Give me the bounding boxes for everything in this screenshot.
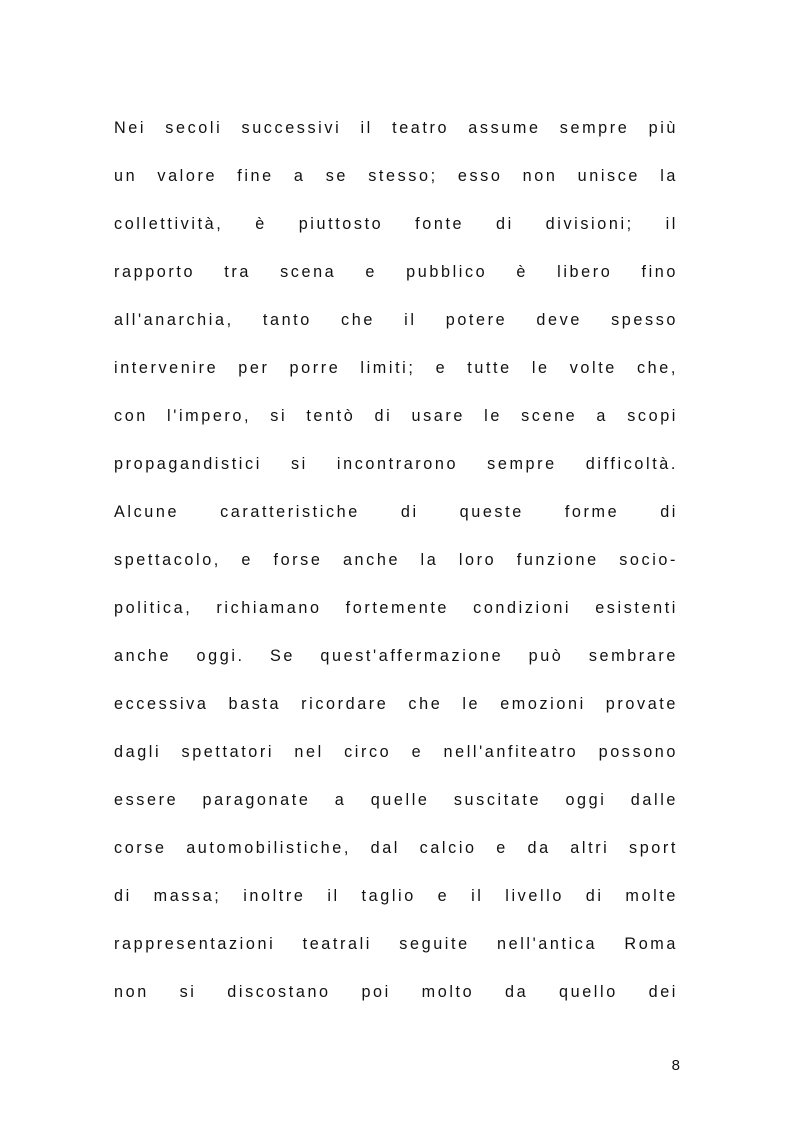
text-line: rappresentazioni teatrali seguite nell'antica Roma <box>114 935 678 953</box>
text-line: corse automobilistiche, dal calcio e da altri sport <box>114 839 678 857</box>
text-line: eccessiva basta ricordare che le emozioni provate <box>114 695 678 713</box>
text-line: anche oggi. Se quest'affermazione può sembrare <box>114 647 678 665</box>
text-line: collettività, è piuttosto fonte di divisioni; il <box>114 215 678 233</box>
text-line: spettacolo, e forse anche la loro funzione socio- <box>114 551 678 569</box>
text-line: non si discostano poi molto da quello dei <box>114 983 678 1001</box>
text-line: politica, richiamano fortemente condizioni esistenti <box>114 599 678 617</box>
text-line: Nei secoli successivi il teatro assume sempre più <box>114 119 678 137</box>
text-line: dagli spettatori nel circo e nell'anfiteatro possono <box>114 743 678 761</box>
text-line: essere paragonate a quelle suscitate oggi dalle <box>114 791 678 809</box>
text-line: propagandistici si incontrarono sempre difficoltà. <box>114 455 678 473</box>
text-line: con l'impero, si tentò di usare le scene a scopi <box>114 407 678 425</box>
text-line: intervenire per porre limiti; e tutte le volte che, <box>114 359 678 377</box>
body-text <box>114 104 678 1016</box>
text-line: all'anarchia, tanto che il potere deve spesso <box>114 311 678 329</box>
text-line: un valore fine a se stesso; esso non unisce la <box>114 167 678 185</box>
text-line: rapporto tra scena e pubblico è libero fino <box>114 263 678 281</box>
text-line: Alcune caratteristiche di queste forme di <box>114 503 678 521</box>
text-line: di massa; inoltre il taglio e il livello di molte <box>114 887 678 905</box>
page-number: 8 <box>671 1057 680 1074</box>
